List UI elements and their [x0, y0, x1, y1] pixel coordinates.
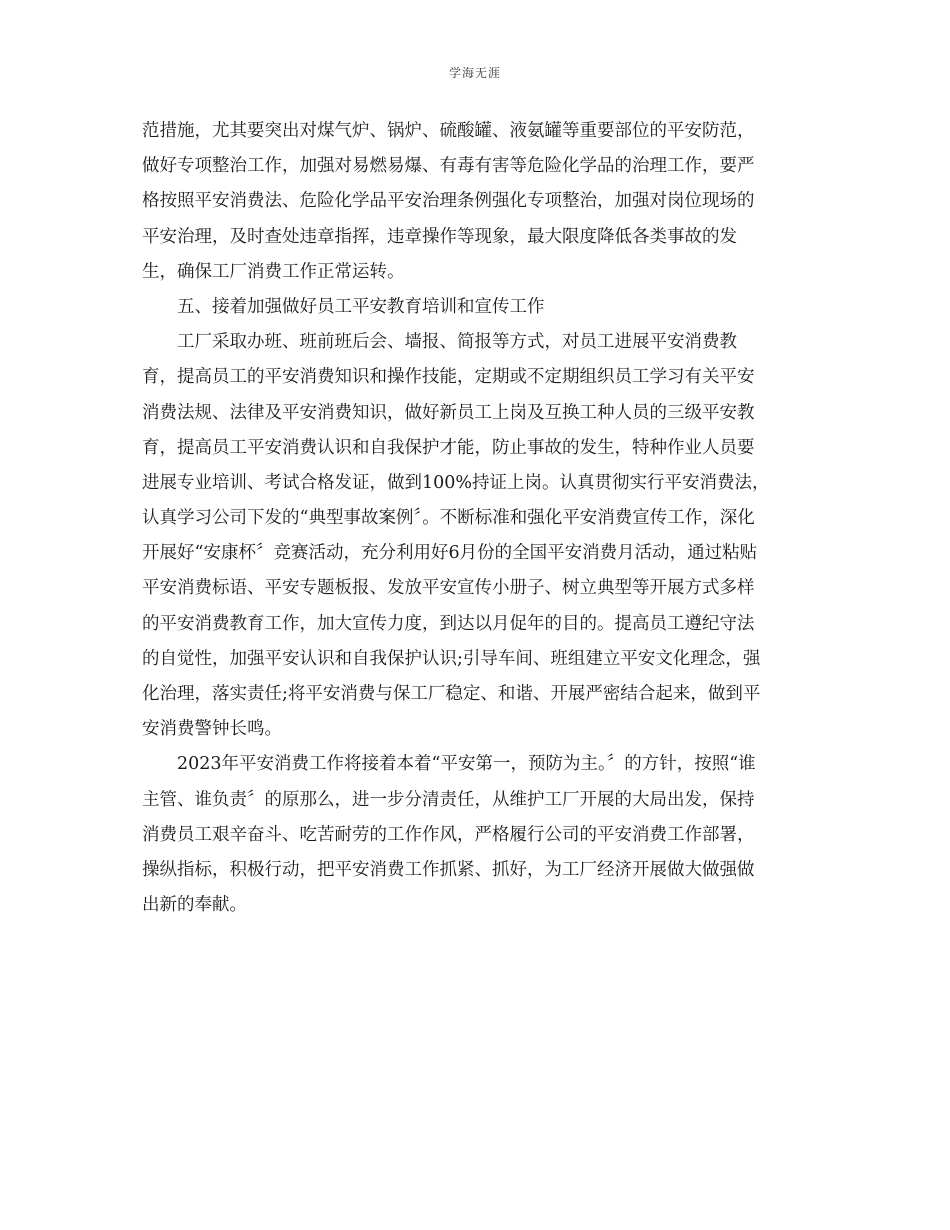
text-line: 2023年平安消费工作将接着本着“平安第一，预防为主。〞的方针，按照“谁: [177, 754, 756, 775]
text-line: 生，确保工厂消费工作正常运转。: [142, 261, 405, 282]
text-line: 平安消费标语、平安专题板报、发放平安宣传小册子、树立典型等开展方式多样: [142, 578, 755, 599]
text-line: 的平安消费教育工作，加大宣传力度，到达以月促年的目的。提高员工遵纪守法: [142, 613, 755, 634]
text-line: 工厂采取办班、班前班后会、墙报、简报等方式，对员工进展平安消费教: [177, 332, 737, 353]
text-line: 消费法规、法律及平安消费知识，做好新员工上岗及互换工种人员的三级平安教: [142, 402, 755, 423]
text-line: 进展专业培训、考试合格发证，做到100%持证上岗。认真贯彻实行平安消费法，: [142, 472, 770, 493]
text-line: 出新的奉献。: [142, 895, 247, 916]
text-line: 范措施，尤其要突出对煤气炉、锅炉、硫酸罐、液氨罐等重要部位的平安防范，: [142, 121, 755, 141]
text-line: 做好专项整治工作，加强对易燃易爆、有毒有害等危险化学品的治理工作，要严: [142, 156, 755, 177]
text-line: 的自觉性，加强平安认识和自我保护认识;引导车间、班组建立平安文化理念，强: [142, 648, 761, 669]
text-line: 化治理，落实责任;将平安消费与保工厂稳定、和谐、开展严密结合起来，做到平: [142, 684, 761, 704]
text-line: 格按照平安消费法、危险化学品平安治理条例强化专项整治，加强对岗位现场的: [142, 191, 755, 212]
text-line: 平安治理，及时查处违章指挥，违章操作等现象，最大限度降低各类事故的发: [142, 226, 737, 247]
text-line: 消费员工艰辛奋斗、吃苦耐劳的工作作风，严格履行公司的平安消费工作部署，: [142, 824, 755, 845]
page-header: 学海无涯: [448, 66, 501, 80]
text-line: 五、接着加强做好员工平安教育培训和宣传工作: [177, 296, 545, 317]
text-line: 安消费警钟长鸣。: [142, 719, 282, 740]
text-line: 育，提高员工平安消费认识和自我保护才能，防止事故的发生，特种作业人员要: [142, 437, 755, 458]
text-line: 开展好“安康杯〞竞赛活动，充分利用好6月份的全国平安消费月活动，通过粘贴: [142, 543, 758, 564]
text-line: 育，提高员工的平安消费知识和操作技能，定期或不定期组织员工学习有关平安: [142, 367, 755, 388]
document-body: [142, 114, 810, 923]
text-line: 操纵指标，积极行动，把平安消费工作抓紧、抓好，为工厂经济开展做大做强做: [142, 859, 755, 880]
text-line: 认真学习公司下发的“典型事故案例〞。不断标准和强化平安消费宣传工作，深化: [142, 508, 755, 529]
text-line: 主管、谁负责〞的原那么，进一步分清责任，从维护工厂开展的大局出发，保持: [142, 789, 755, 810]
